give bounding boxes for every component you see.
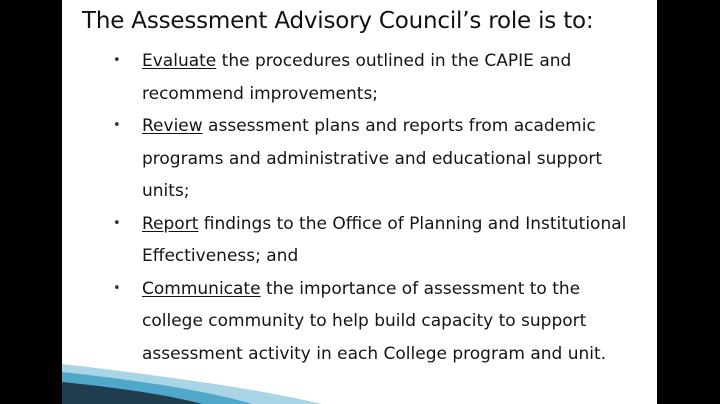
- bullet-icon: •: [113, 215, 121, 231]
- bullet-list: [62, 45, 657, 370]
- slide-title: The Assessment Advisory Council’s role is to:: [82, 8, 594, 34]
- bullet-icon: •: [113, 280, 121, 296]
- bullet-text: the procedures outlined in the CAPIE and recommend improvements;: [142, 51, 572, 104]
- bullet-item-report: [62, 208, 657, 273]
- bullet-text: findings to the Office of Planning and Institutional Effectiveness; and: [142, 213, 627, 266]
- bullet-icon: •: [113, 53, 121, 68]
- bullet-keyword: Report: [142, 213, 199, 234]
- swoosh-light-band: [62, 364, 322, 404]
- bullet-item-communicate: [62, 273, 657, 371]
- bullet-item-review: [62, 110, 657, 208]
- swoosh-teal-band: [62, 372, 252, 404]
- bullet-keyword: Review: [142, 116, 203, 136]
- bullet-keyword: Communicate: [142, 278, 261, 299]
- swoosh-dark-band: [62, 382, 202, 404]
- bullet-item-evaluate: [62, 45, 657, 110]
- bullet-keyword: Evaluate: [142, 51, 217, 71]
- bullet-text: the importance of assessment to the college community to help build capacity to support assessment activity in each College program and unit.: [142, 278, 607, 364]
- slide: [62, 0, 657, 404]
- bullet-icon: •: [113, 118, 121, 133]
- bullet-text: assessment plans and reports from academic programs and administrative and educational support units;: [142, 116, 602, 201]
